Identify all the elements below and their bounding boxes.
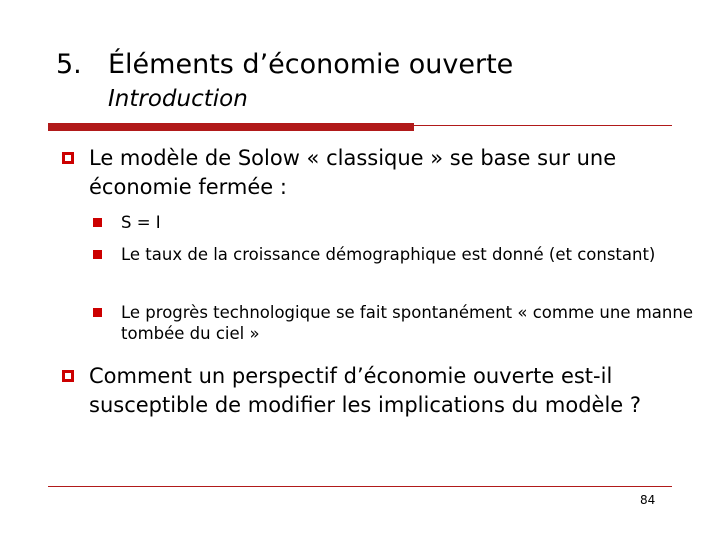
title-number: 5.	[56, 49, 82, 80]
page-number: 84	[640, 493, 656, 507]
sub-bullet-text: S = I	[121, 213, 161, 232]
bullet-item	[62, 362, 682, 420]
filled-square-bullet-icon	[93, 250, 102, 259]
sub-bullet-item	[93, 244, 693, 265]
sub-bullet-text: Le taux de la croissance démographique est donné (et constant)	[121, 245, 656, 264]
filled-square-bullet-icon	[93, 308, 102, 317]
slide-subtitle: Introduction	[108, 86, 248, 112]
title-text: Éléments d’économie ouverte	[108, 49, 514, 80]
bullet-item	[62, 144, 682, 202]
sub-bullet-text: Le progrès technologique se fait spontanément « comme une manne tombée du ciel »	[121, 303, 693, 343]
slide-title	[56, 48, 513, 82]
sub-bullet-item	[93, 212, 693, 233]
sub-bullet-item	[93, 302, 693, 344]
hollow-square-bullet-icon	[62, 152, 74, 164]
filled-square-bullet-icon	[93, 218, 102, 227]
title-divider-accent-bar	[48, 123, 414, 131]
bullet-text: Comment un perspectif d’économie ouverte est-il susceptible de modifier les implications du modèle ?	[89, 364, 642, 417]
footer-divider-line	[48, 486, 672, 487]
hollow-square-bullet-icon	[62, 370, 74, 382]
bullet-text: Le modèle de Solow « classique » se base sur une économie fermée :	[89, 146, 617, 199]
